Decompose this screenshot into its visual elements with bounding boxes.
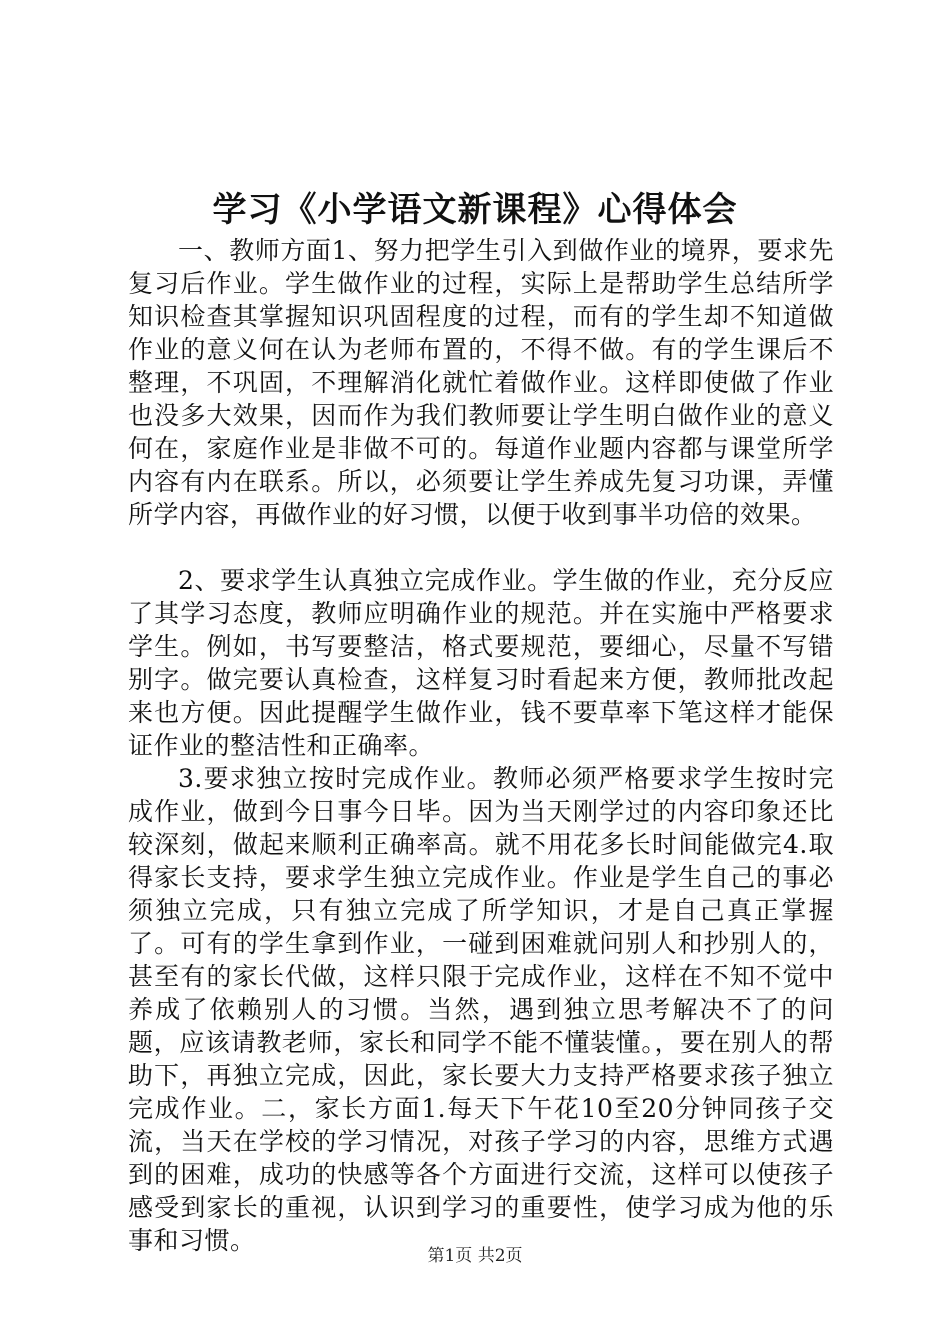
document-title: 学习《小学语文新课程》心得体会 [212,190,738,230]
document-body [128,234,834,1257]
paragraph-teacher-1: 一、教师方面1、努力把学生引入到做作业的境界，要求先复习后作业。学生做作业的过程，实际上是帮助学生总结所学知识检查其掌握知识巩固程度的过程，而有的学生却不知道做作业的意义何在认为老师布置的，不得不做。有的学生课后不整理，不巩固，不理解消化就忙着做作业。这样即使做了作业也没多大效果，因而作为我们教师要让学生明白做作业的意义何在，家庭作业是非做不可的。每道作业题内容都与课堂所学内容有内在联系。所以，必须要让学生养成先复习功课，弄懂所学内容，再做作业的好习惯，以便于收到事半功倍的效果。 [128,236,834,529]
page-number-footer: 第1页 共2页 [427,1246,523,1266]
paragraph-teacher-2: 2、要求学生认真独立完成作业。学生做的作业，充分反应了其学习态度，教师应明确作业的规范。并在实施中严格要求学生。例如，书写要整洁，格式要规范，要细心，尽量不写错别字。做完要认真检查，这样复习时看起来方便，教师批改起来也方便。因此提醒学生做作业，钱不要草率下笔这样才能保证作业的整洁性和正确率。 [128,566,834,760]
paragraph-teacher-3-parent: 3.要求独立按时完成作业。教师必须严格要求学生按时完成作业，做到今日事今日毕。因为当天刚学过的内容印象还比较深刻，做起来顺利正确率高。就不用花多长时间能做完4.取得家长支持，要求学生独立完成作业。作业是学生自己的事必须独立完成，只有独立完成了所学知识，才是自己真正掌握了。可有的学生拿到作业，一碰到困难就问别人和抄别人的，甚至有的家长代做，这样只限于完成作业，这样在不知不觉中养成了依赖别人的习惯。当然，遇到独立思考解决不了的问题，应该请教老师，家长和同学不能不懂装懂。，要在别人的帮助下，再独立完成，因此，家长要大力支持严格要求孩子独立完成作业。二，家长方面1.每天下午花10至20分钟同孩子交流，当天在学校的学习情况，对孩子学习的内容，思维方式遇到的困难，成功的快感等各个方面进行交流，这样可以使孩子感受到家长的重视，认识到学习的重要性，使学习成为他的乐事和习惯。 [128,764,834,1255]
